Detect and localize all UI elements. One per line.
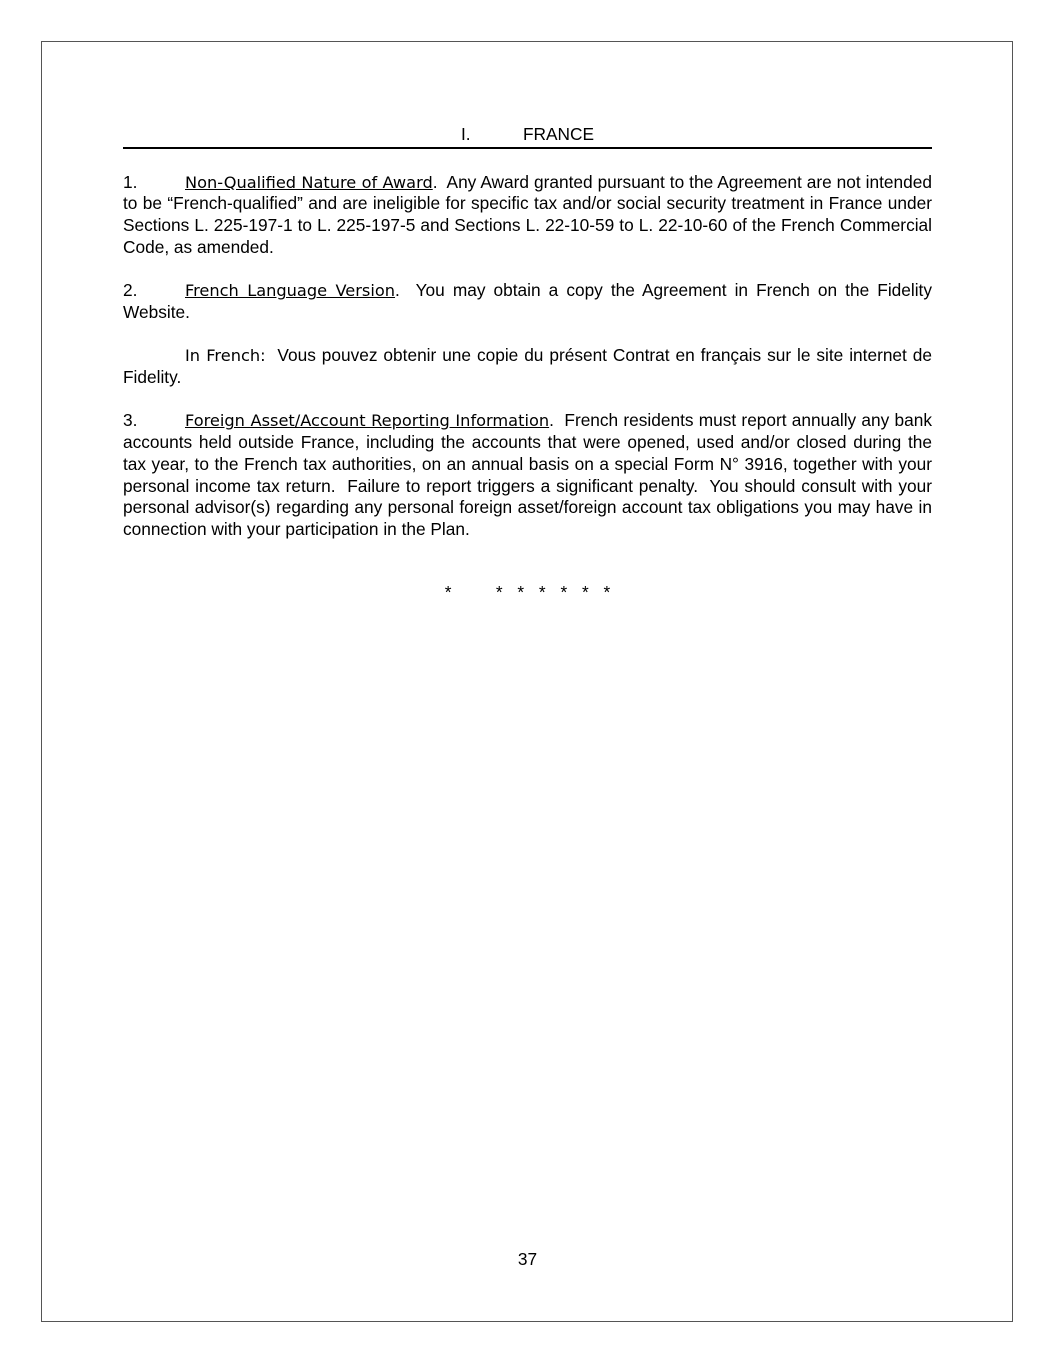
paragraph-french-translation xyxy=(123,345,937,388)
french-text: Vous pouvez obtenir une copie du présent Contrat en français sur le site internet de Fidelity. xyxy=(123,345,937,387)
paragraph-title: Foreign Asset/Account Reporting Information xyxy=(185,411,550,431)
french-label: In French: xyxy=(185,346,266,366)
paragraph-title: French Language Version xyxy=(185,281,396,301)
paragraph-number: 3. xyxy=(123,410,138,431)
section-number: I. xyxy=(460,124,471,144)
paragraph-text: You may obtain a copy the Agreement in French on the Fidelity Website. xyxy=(123,280,937,322)
paragraph-number: 2. xyxy=(123,280,138,301)
document-body xyxy=(123,124,937,603)
paragraph-text: French residents must report annually any bank accounts held outside France, including the accounts that were opened, used and/or closed during the tax year, to the French tax authorities, on an annual basis on a special Form N° 3916, together with your personal income tax return. Failure to report triggers a significant penalty. You should consult with your personal advisor(s) regarding any personal foreign asset/foreign account tax obligations you may have in connection with your participation in the Plan. xyxy=(123,410,937,539)
paragraph-foreign-asset-reporting: 3. Foreign Asset/Account Reporting Information. French residents must report annually any bank accounts held outside France, including the accounts that were opened, used and/or closed during the tax year, to the French tax authorities, on an annual basis on a special Form N° 3916, together with your personal income tax return. Failure to report triggers a significant penalty. You should consult with your personal advisor(s) regarding any personal foreign asset/foreign account tax obligations you may have in connection with your participation in the Plan. xyxy=(123,410,937,539)
paragraph-french-language-version: 2. French Language Version. You may obtain a copy the Agreement in French on the Fidelity Website. xyxy=(123,280,937,322)
paragraph-title: Non-Qualified Nature of Award xyxy=(185,172,433,192)
paragraph-text: Any Award granted pursuant to the Agreement are not intended to be “French-qualified” and are ineligible for specific tax and/or social security treatment in France under Sections L. 225-197-1 to L. 225-197-5 and Sections L. 22-10-59 to L. 22-10-60 of the French Commercial Code, as amended. xyxy=(123,171,937,257)
section-title: FRANCE xyxy=(522,124,595,144)
paragraph-non-qualified-nature: 1. Non-Qualified Nature of Award. Any Award granted pursuant to the Agreement are not intended to be “French-qualified” and are ineligible for specific tax and/or social security treatment in France under Sections L. 225-197-1 to L. 225-197-5 and Sections L. 22-10-59 to L. 22-10-60 of the French Commercial Code, as amended. xyxy=(123,171,937,257)
page-number: 37 xyxy=(517,1249,538,1269)
paragraph-number: 1. xyxy=(123,171,138,192)
section-separator: * * * * * * * xyxy=(444,581,611,602)
section-heading xyxy=(123,124,932,149)
